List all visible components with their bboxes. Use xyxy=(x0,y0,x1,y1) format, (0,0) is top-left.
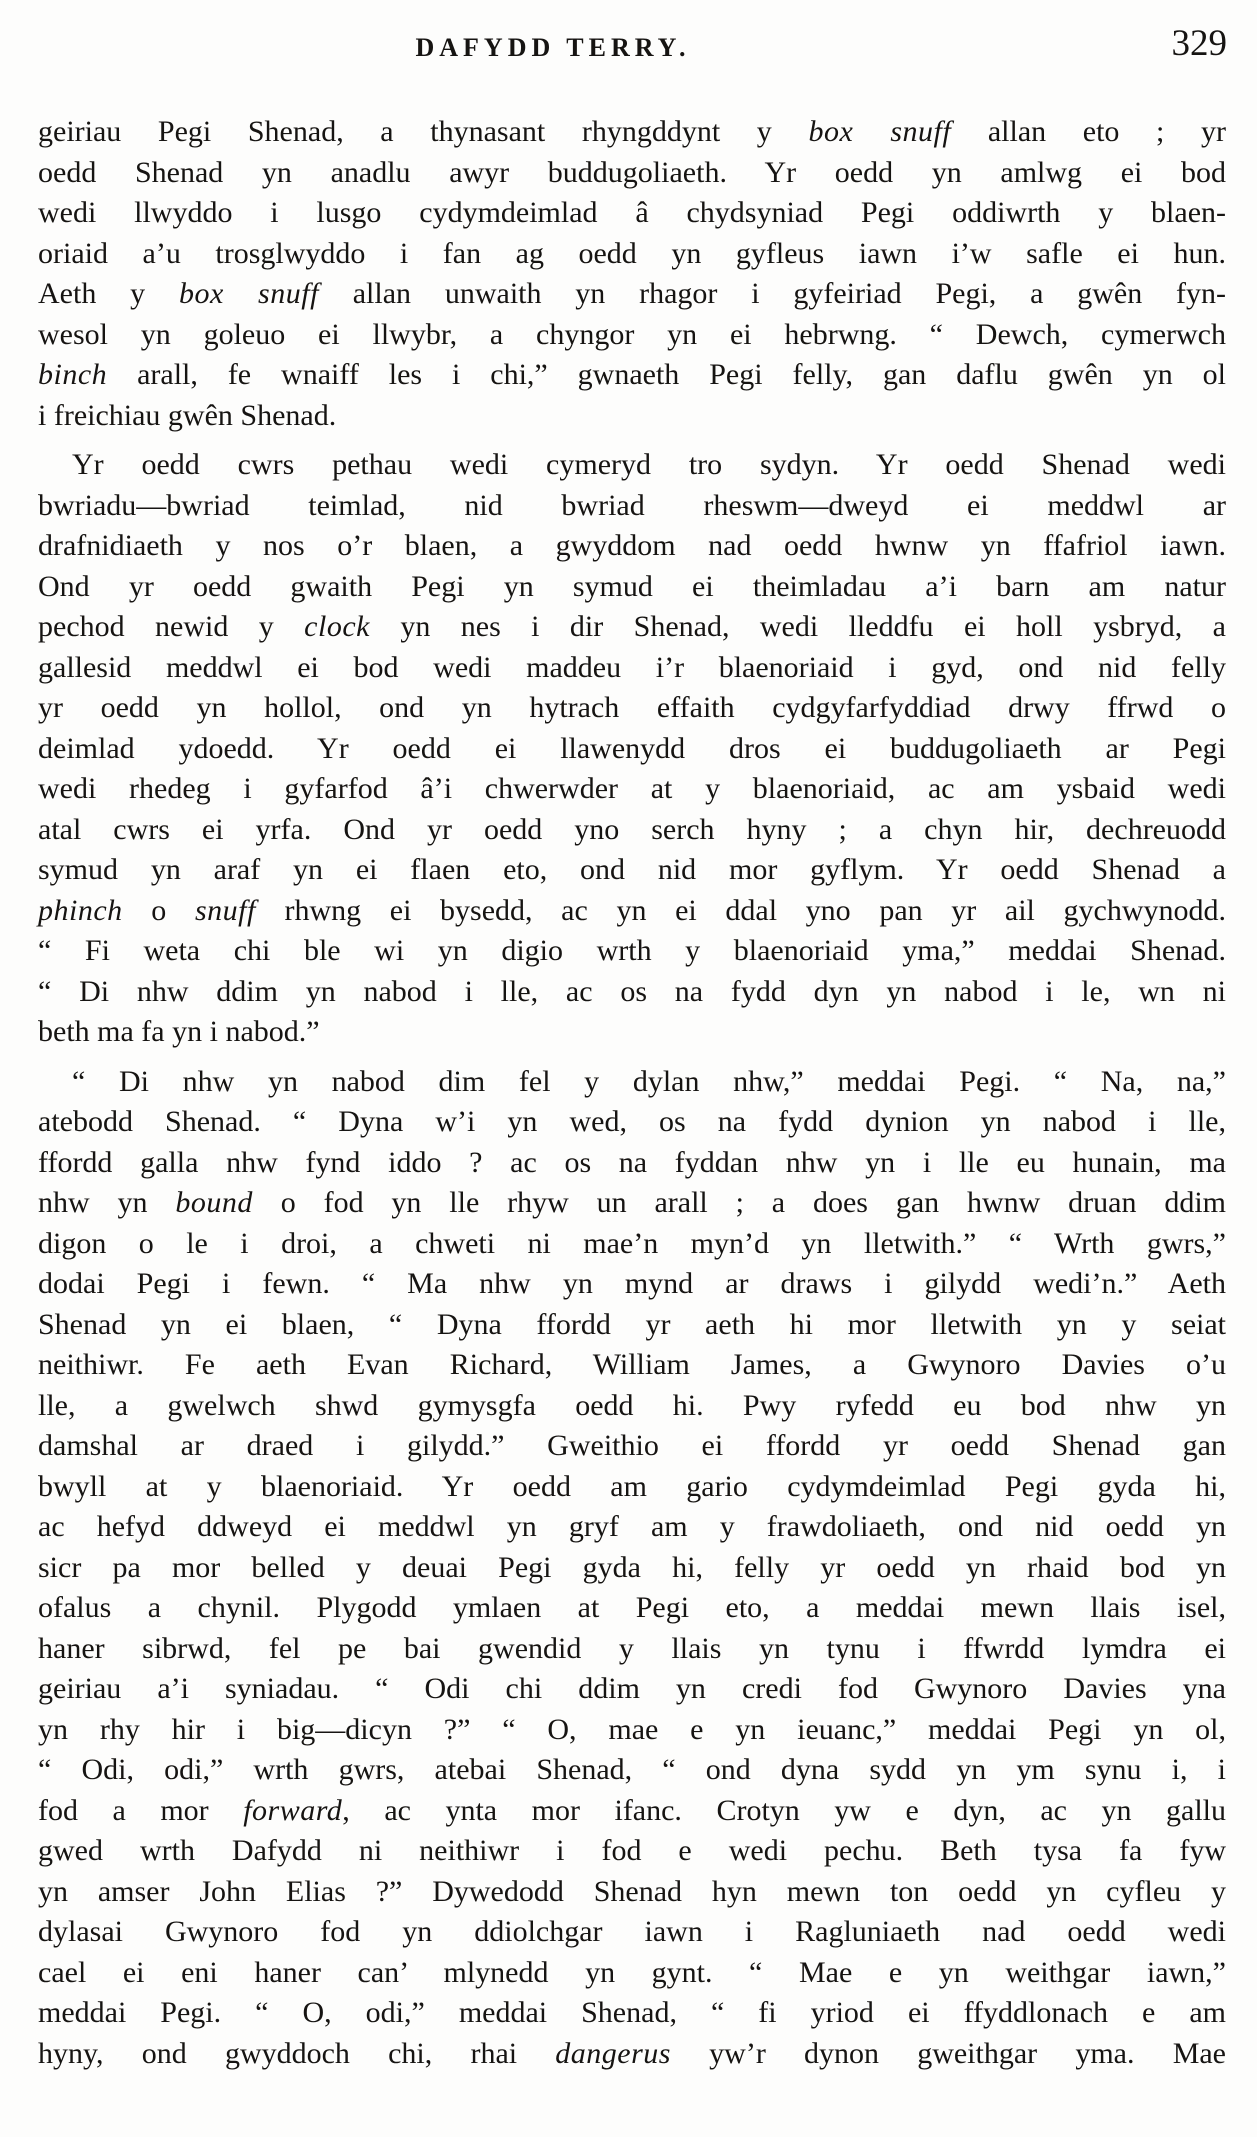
italic-phrase: bound xyxy=(175,1186,253,1219)
text-line: oedd Shenad yn anadlu awyr buddugoliaeth. Yr oedd yn amlwg ei bod xyxy=(38,155,1226,189)
italic-phrase: box snuff xyxy=(808,115,952,148)
text-line: “ Odi, odi,” wrth gwrs, atebai Shenad, “ ond dyna sydd yn ym synu i, i xyxy=(38,1753,1226,1786)
running-header xyxy=(0,0,1257,90)
text-line: geiriau a’i syniadau. “ Odi chi ddim yn credi fod Gwynoro Davies yna xyxy=(38,1672,1226,1705)
text-line: gwed wrth Dafydd ni neithiwr i fod e wedi pechu. Beth tysa fa fyw xyxy=(38,1834,1226,1867)
text-line: wedi rhedeg i gyfarfod â’i chwerwder at y blaenoriaid, ac am ysbaid wedi xyxy=(38,772,1226,805)
italic-phrase: forward xyxy=(243,1793,343,1827)
text-line: drafnidiaeth y nos o’r blaen, a gwyddom nad oedd hwnw yn ffafriol iawn. xyxy=(38,529,1226,562)
text-line: “ Fi weta chi ble wi yn digio wrth y blaenoriaid yma,” meddai Shenad. xyxy=(38,934,1226,967)
text-line: Ond yr oedd gwaith Pegi yn symud ei theimladau a’i barn am natur xyxy=(38,569,1226,603)
text-line: wedi llwyddo i lusgo cydymdeimlad â chydsyniad Pegi oddiwrth y blaen- xyxy=(38,196,1226,229)
text-line: digon o le i droi, a chweti ni mae’n myn’d yn lletwith.” “ Wrth gwrs,” xyxy=(38,1226,1226,1260)
paragraph xyxy=(38,112,1226,436)
italic-phrase: dangerus xyxy=(555,2036,671,2070)
italic-phrase: box snuff xyxy=(178,277,319,310)
text-line: wesol yn goleuo ei llwybr, a chyngor yn ei hebrwng. “ Dewch, cymerwch xyxy=(38,317,1226,351)
text-line: dodai Pegi i fewn. “ Ma nhw yn mynd ar draws i gilydd wedi’n.” Aeth xyxy=(38,1267,1226,1300)
text-line: Yr oedd cwrs pethau wedi cymeryd tro sydyn. Yr oedd Shenad wedi xyxy=(72,448,1226,481)
text-line: Aeth y box snuff allan unwaith yn rhagor i gyfeiriad Pegi, a gwên fyn- xyxy=(38,277,1226,310)
text-line: yn rhy hir i big—dicyn ?” “ O, mae e yn ieuanc,” meddai Pegi yn ol, xyxy=(38,1712,1226,1746)
italic-phrase: phinch xyxy=(38,893,123,927)
text-line: pechod newid y clock yn nes i dir Shenad, wedi lleddfu ei holl ysbryd, a xyxy=(38,610,1226,643)
text-line: “ Di nhw ddim yn nabod i lle, ac os na fydd dyn yn nabod i le, wn ni xyxy=(38,974,1226,1008)
text-line: binch arall, fe wnaiff les i chi,” gwnaeth Pegi felly, gan daflu gwên yn ol xyxy=(38,358,1226,391)
text-line: dylasai Gwynoro fod yn ddiolchgar iawn i Ragluniaeth nad oedd wedi xyxy=(38,1915,1226,1948)
text-line: bwriadu—bwriad teimlad, nid bwriad rheswm—dweyd ei meddwl ar xyxy=(38,488,1226,522)
text-line: geiriau Pegi Shenad, a thynasant rhyngddynt y box snuff allan eto ; yr xyxy=(38,115,1227,148)
text-line: fod a mor forward, ac ynta mor ifanc. Crotyn yw e dyn, ac yn gallu xyxy=(38,1793,1226,1827)
text-line: nhw yn bound o fod yn lle rhyw un arall ; a does gan hwnw druan ddim xyxy=(38,1186,1226,1219)
text-line: “ Di nhw yn nabod dim fel y dylan nhw,” meddai Pegi. “ Na, na,” xyxy=(72,1064,1226,1098)
italic-phrase: binch xyxy=(38,358,108,391)
text-line: beth ma fa yn i nabod.” xyxy=(38,1015,320,1048)
italic-phrase: snuff xyxy=(194,893,256,927)
text-line: oriaid a’u trosglwyddo i fan ag oedd yn gyfleus iawn i’w safle ei hun. xyxy=(38,236,1226,270)
text-line: phinch o snuff rhwng ei bysedd, ac yn ei ddal yno pan yr ail gychwynodd. xyxy=(38,893,1227,927)
paragraph xyxy=(38,445,1226,1053)
text-line: deimlad ydoedd. Yr oedd ei llawenydd dros ei buddugoliaeth ar Pegi xyxy=(38,731,1226,765)
text-line: bwyll at y blaenoriaid. Yr oedd am gario cydymdeimlad Pegi gyda hi, xyxy=(38,1469,1226,1503)
text-line: atebodd Shenad. “ Dyna w’i yn wed, os na fydd dynion yn nabod i lle, xyxy=(38,1105,1226,1138)
text-line: i freichiau gwên Shenad. xyxy=(38,398,337,432)
text-line: ac hefyd ddweyd ei meddwl yn gryf am y frawdoliaeth, ond nid oedd yn xyxy=(38,1510,1226,1543)
text-line: haner sibrwd, fel pe bai gwendid y llais yn tynu i ffwrdd lymdra ei xyxy=(38,1631,1226,1665)
page-number: 329 xyxy=(1171,23,1227,64)
text-line: gallesid meddwl ei bod wedi maddeu i’r blaenoriaid i gyd, ond nid felly xyxy=(38,650,1226,684)
text-line: atal cwrs ei yrfa. Ond yr oedd yno serch hyny ; a chyn hir, dechreuodd xyxy=(38,812,1226,846)
text-line: Shenad yn ei blaen, “ Dyna ffordd yr aeth hi mor lletwith yn y seiat xyxy=(38,1307,1226,1341)
paragraph xyxy=(38,1062,1226,2075)
text-line: yn amser John Elias ?” Dywedodd Shenad hyn mewn ton oedd yn cyfleu y xyxy=(38,1874,1226,1908)
text-line: neithiwr. Fe aeth Evan Richard, William James, a Gwynoro Davies o’u xyxy=(38,1348,1226,1381)
text-line: sicr pa mor belled y deuai Pegi gyda hi, felly yr oedd yn rhaid bod yn xyxy=(38,1550,1226,1584)
text-line: hyny, ond gwyddoch chi, rhai dangerus yw’r dynon gweithgar yma. Mae xyxy=(38,2036,1226,2070)
text-line: damshal ar draed i gilydd.” Gweithio ei ffordd yr oedd Shenad gan xyxy=(38,1429,1226,1462)
text-line: lle, a gwelwch shwd gymysgfa oedd hi. Pwy ryfedd eu bod nhw yn xyxy=(38,1388,1226,1422)
text-line: meddai Pegi. “ O, odi,” meddai Shenad, “ fi yriod ei ffyddlonach e am xyxy=(38,1996,1226,2029)
text-line: ffordd galla nhw fynd iddo ? ac os na fyddan nhw yn i lle eu hunain, ma xyxy=(38,1145,1226,1179)
text-line: symud yn araf yn ei flaen eto, ond nid mor gyflym. Yr oedd Shenad a xyxy=(38,853,1226,886)
text-line: cael ei eni haner can’ mlynedd yn gynt. “ Mae e yn weithgar iawn,” xyxy=(38,1955,1226,1989)
page-body xyxy=(38,112,1226,2074)
text-line: ofalus a chynil. Plygodd ymlaen at Pegi eto, a meddai mewn llais isel, xyxy=(38,1591,1226,1624)
page-title: DAFYDD TERRY. xyxy=(415,33,691,62)
italic-phrase: clock xyxy=(304,610,370,643)
text-line: yr oedd yn hollol, ond yn hytrach effaith cydgyfarfyddiad drwy ffrwd o xyxy=(38,691,1226,724)
